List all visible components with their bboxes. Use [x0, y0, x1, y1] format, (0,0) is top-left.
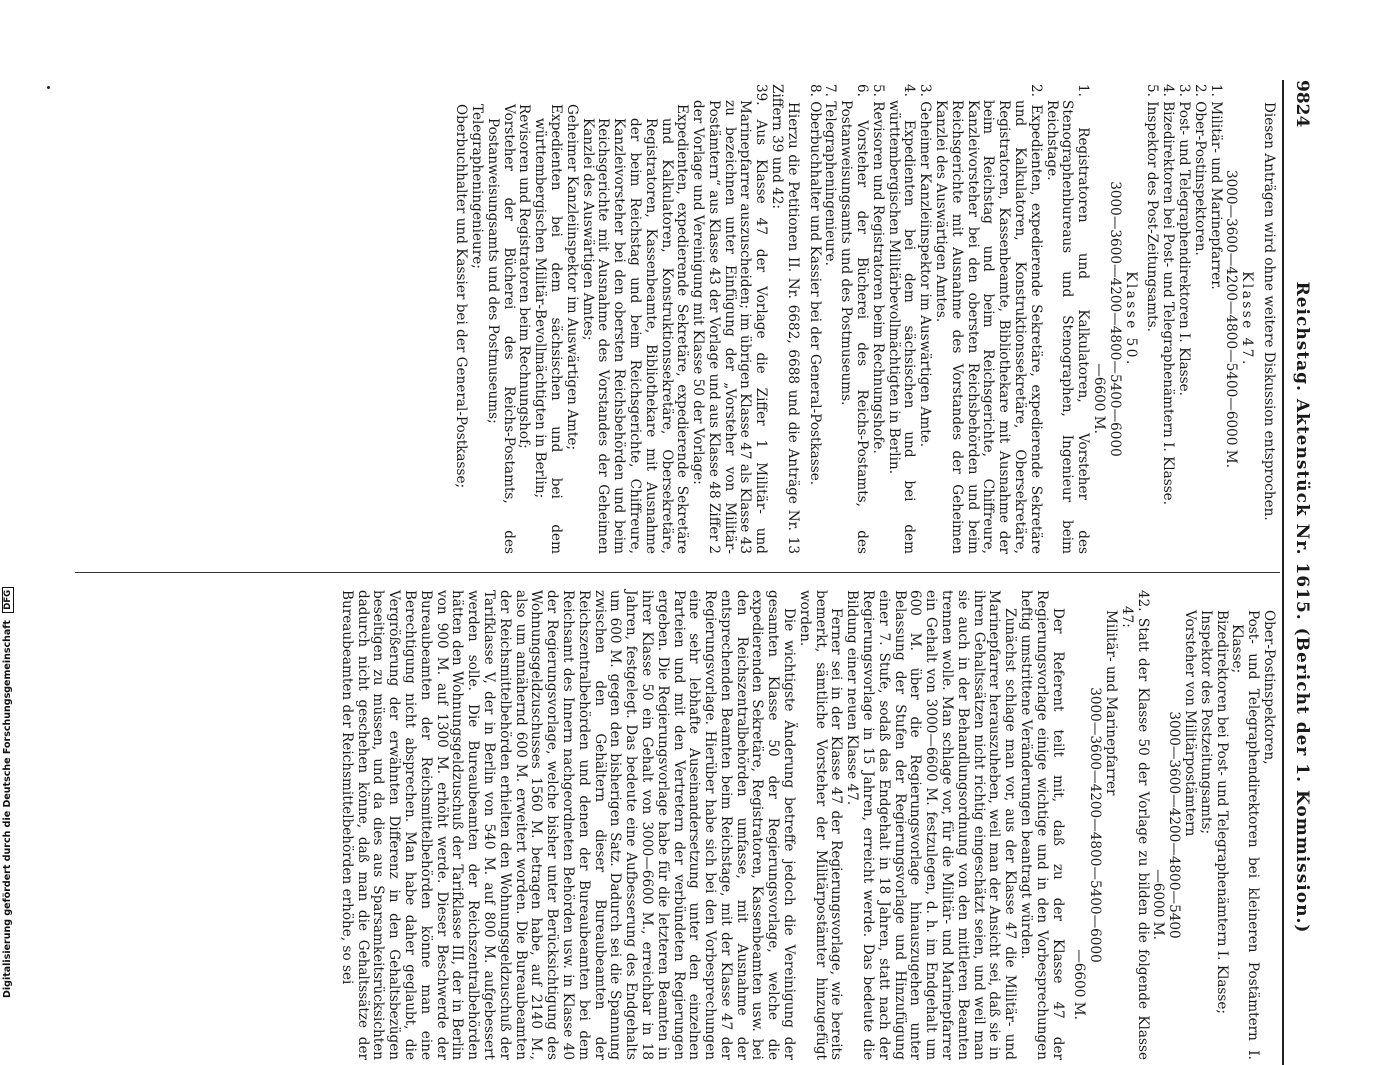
- salary-b-end: —6600 M.: [1071, 949, 1088, 1020]
- motion-39-item: Expedienten, expedierende Sekretäre, expedierende Sekretäre und Kalkulatoren, Konstruktionssekretäre, Obersekretäre, Registratoren, Kassenbeamte, Bibliothekare mit Ausnahme der beim Reichstag und beim Reichsgerichte, Chiffreure, Kanzleivorsteher bei den obersten Reichsbehörden und beim Reichsgerichte mit Ausnahme des Vorstandes der Geheimen Kanzlei des Auswärtigen Amtes;: [579, 104, 691, 554]
- continued-list-item: Ober-Postinspektoren,: [1261, 610, 1277, 765]
- motion-39-item: Telegrapheningenieure;: [468, 104, 485, 269]
- motion-39-item: Geheimer Kanzleiinspektor im Auswärtigen Amte;: [563, 104, 580, 451]
- klasse50-heading: Klasse 50.: [1122, 271, 1139, 367]
- scan-speck: [47, 86, 50, 89]
- body-paragraph: Zunächst schlage man vor, aus der Klasse 47 die Militär- und Marinepfarrer herauszuheben, weil man der Ansicht sei, daß sie in ihren Gehaltssätzen nicht richtig eingeschätzt seien, und weil man sie auch in der Behandlungsordnung von den mittleren Beamten trennen wolle. Man schlage vor, für die Militär- und Marinepfarrer ein Gehalt von 3000—6600 M. festzulegen, d. h. im Endgehalt um 600 M. über die Regierungsvorlage hinauszugehen unter Belassung der Stufen der Regierungsvorlage und Hinzufügung einer 7. Stufe, sodaß das Endgehalt in 18 Jahren, statt nach der Regierungsvorlage in 15 Jahren, erreicht werde. Das bedeute die Bildung einer neuen Klasse 47.: [844, 590, 1019, 1060]
- klasse50-salary-end: —6600 M.: [1091, 363, 1108, 434]
- salary-b: 3000—3600—4200—4800—5400—6000: [1087, 687, 1104, 963]
- motion-39-item: Revisoren und Registratoren beim Rechnungshof;: [516, 104, 533, 449]
- salary-a-end: —6000 M.: [1150, 869, 1167, 940]
- continued-list-item: Post- und Telegraphendirektoren bei kleineren Postämtern I. Klasse;: [1229, 610, 1262, 1060]
- header-rule: [1282, 80, 1284, 1065]
- klasse47-salary: 3000—3600—4200—4800—5400—6000 M.: [1223, 169, 1240, 469]
- digitization-footer: [2, 8, 18, 998]
- klasse47-item: 5. Inspektor des Post-Zeitungsamts.: [1144, 84, 1161, 332]
- left-column: [452, 84, 1276, 554]
- klasse50-item: 4. Expedienten bei dem sächsischen und bei dem württembergischen Militärbevollmächtigten in Berlin.: [885, 84, 918, 554]
- klasse50-item: 7. Telegrapheningenieure.: [822, 84, 839, 266]
- klasse47-item: 2. Ober-Postinspektoren.: [1191, 84, 1208, 256]
- klasse47-heading: Klasse 47.: [1239, 271, 1256, 367]
- dfg-logo: DFG: [2, 587, 14, 613]
- body-paragraph: Ferner sei in der Klasse 47 der Regierungsvorlage, wie bereits bemerkt, sämtliche Vorsteher der Militärpostämter hinzugefügt worden.: [796, 590, 845, 1060]
- body-paragraph: Der Referent teilt mit, daß zu der Klasse 47 der Regierungsvorlage einige wichtige und in den Vorbesprechungen heftig umstrittene Veränderungen beantragt würden.: [1018, 590, 1066, 1060]
- page-header: [1286, 80, 1320, 1065]
- klasse47-item: 3. Post- und Telegraphendirektoren I. Klasse.: [1176, 84, 1193, 396]
- rotated-document-page: [75, 80, 1320, 1065]
- running-title: Reichstag. Aktenstück Nr. 1615. (Bericht der 1. Kommission.): [1292, 281, 1312, 934]
- klasse50-item: 6. Vorsteher der Bücherei des Reichs-Postamts, des Postanweisungsamts und des Postmuseums.: [838, 84, 871, 554]
- petitions-text: Hierzu die Petitionen II. Nr. 6682, 6688 und die Anträge Nr. 13 Ziffern 39 und 42:: [769, 84, 801, 554]
- continued-list-item: Inspektor des Postzeitungsamts;: [1197, 610, 1214, 835]
- page-number: 9824: [1292, 80, 1312, 128]
- klasse50-item: 8. Oberbuchhalter und Kassier bei der General-Postkasse.: [806, 84, 823, 486]
- klasse50-item: 1. Registratoren und Kalkulatoren, Vorsteher des Stenographenbureaus und Stenographen, Ingenieur beim Reichstage.: [1043, 84, 1092, 554]
- klasse50-item: 5. Revisoren und Registratoren beim Rechnungshofe.: [869, 84, 886, 454]
- klasse50-item: 2. Expedienten, expedierende Sekretäre, expedierende Sekretäre und Kalkulatoren, Konstruktionssekretäre, Obersekretäre, Registratoren, Kassenbeamte, Bibliothekare mit Ausnahme der beim Reichstag und beim Reichsgerichte, Chiffreure, Kanzleivorsteher bei den obersten Reichsbehörden und beim Reichsgerichte mit Ausnahme des Vorstandes der Geheimen Kanzlei des Auswärtigen Amtes.: [933, 84, 1044, 554]
- klasse50-item: 3. Geheimer Kanzleiinspektor im Auswärtigen Amte.: [917, 84, 934, 448]
- column-divider: [75, 572, 1280, 573]
- intro-text: Diesen Anträgen wird ohne weitere Diskussion entsprochen.: [1261, 102, 1277, 521]
- body-paragraph: Die wichtigste Änderung betreffe jedoch die Vereinigung der gesamten Klasse 50 der Regierungsvorlage, welche die expedierenden Sekretäre, Registratoren, Kassenbeamten usw. bei den Reichszentralbehörden umfasse, mit Ausnahme der entsprechenden Beamten beim Reichstage, mit der Klasse 47 der Regierungsvorlage. Hierüber habe sich bei den Vorbesprechungen eine sehr lebhafte Auseinandersetzung unter den einzelnen Parteien und mit den Vertretern der verbündeten Regierungen ergeben. Die Regierungsvorlage habe für die letzteren Beamten in ihrer Klasse 50 ein Gehalt von 3000—6600 M., erreichbar in 18 Jahren, festgelegt. Das bedeute eine Aufbesserung des Endgehalts um 600 M. gegen den bisherigen Satz. Dadurch sei die Spannung zwischen den Gehältern dieser Bureaubeamten der Reichszentralbehörden und denen der Bureaubeamten bei dem Reichsamt des Innern nachgeordneten Behörden usw. in Klasse 40 der Regierungsvorlage, welche bisher unter Berücksichtigung des Wohnungsgeldzuschusses 1560 M. betragen habe, auf 2140 M., also um annähernd 600 M. erweitert worden. Die Bureaubeamten der Reichsmittelbehörden erhielten den Wohnungsgeldzuschuß der Tarifklasse V, der in Berlin von 540 M. auf 800 M. aufgebessert werden solle. Die Bureaubeamten der Reichszentralbehörden hätten den Wohnungsgeldzuschuß der Tarifklasse III, der in Berlin von 900 M. auf 1300 M. erhöht werde. Dieser Beschwerde der Bureaubeamten der Reichsmittelbehörden könne man eine Berechtigung nicht absprechen. Man habe daher geglaubt, die Vergrößerung der erwähnten Differenz in den Gehaltsbezügen beseitigen zu müssen, und da dies aus Sparsamkeitsrücksichten dadurch nicht geschehen könne, daß man die Gehaltssätze der Bureaubeamten der Reichsmittelbehörden erhöhe, so sei: [338, 590, 798, 1060]
- motion-39-item: Expedienten bei dem sächsischen und bei dem württembergischen Militär-Bevollmächtigten in Berlin;: [532, 104, 564, 554]
- motion-42-sub: Militär- und Marinepfarrer: [1103, 610, 1120, 796]
- motion-39-item: Vorsteher der Bücherei des Reichs-Postamts, des Postanweisungsamts und des Postmuseums;: [484, 104, 517, 554]
- klasse50-salary: 3000—3600—4200—4800—5400—6000: [1106, 181, 1123, 457]
- motion-39: 39. Aus Klasse 47 der Vorlage die Ziffer 1 Militär- und Marinepfarrer auszuscheiden; im übrigen Klasse 47 als Klasse 43 zu bezeichnen unter Einfügung der „Vorsteher von Militär-Postämtern“ aus Klasse 43 der Vorlage und aus Klasse 48 Ziffer 2 der Vorlage und Vereinigung mit Klasse 50 der Vorlage:: [690, 84, 770, 554]
- continued-list-item: Bizedirektoren bei Post- und Telegraphenämtern I. Klasse;: [1213, 610, 1230, 1015]
- klasse47-item: 4. Bizedirektoren bei Post- und Telegraphenämtern I. Klasse.: [1160, 84, 1177, 506]
- salary-a: 3000—3600—4200—4800—5400: [1166, 711, 1183, 939]
- klasse47-item: 1. Militär- und Marinepfarrer.: [1207, 84, 1224, 290]
- continued-list-item: Vorsteher von Militärpostämtern: [1182, 610, 1199, 837]
- motion-42: 42. Statt der Klasse 50 der Vorlage zu bilden die folgende Klasse 47:: [1118, 590, 1151, 1060]
- motion-39-item: Oberbuchhalter und Kassier bei der General-Postkasse;: [453, 104, 470, 489]
- right-column: [338, 590, 1276, 1060]
- footer-text: Digitalisierung gefördert durch die Deutsche Forschungsgemeinschaft: [2, 620, 13, 998]
